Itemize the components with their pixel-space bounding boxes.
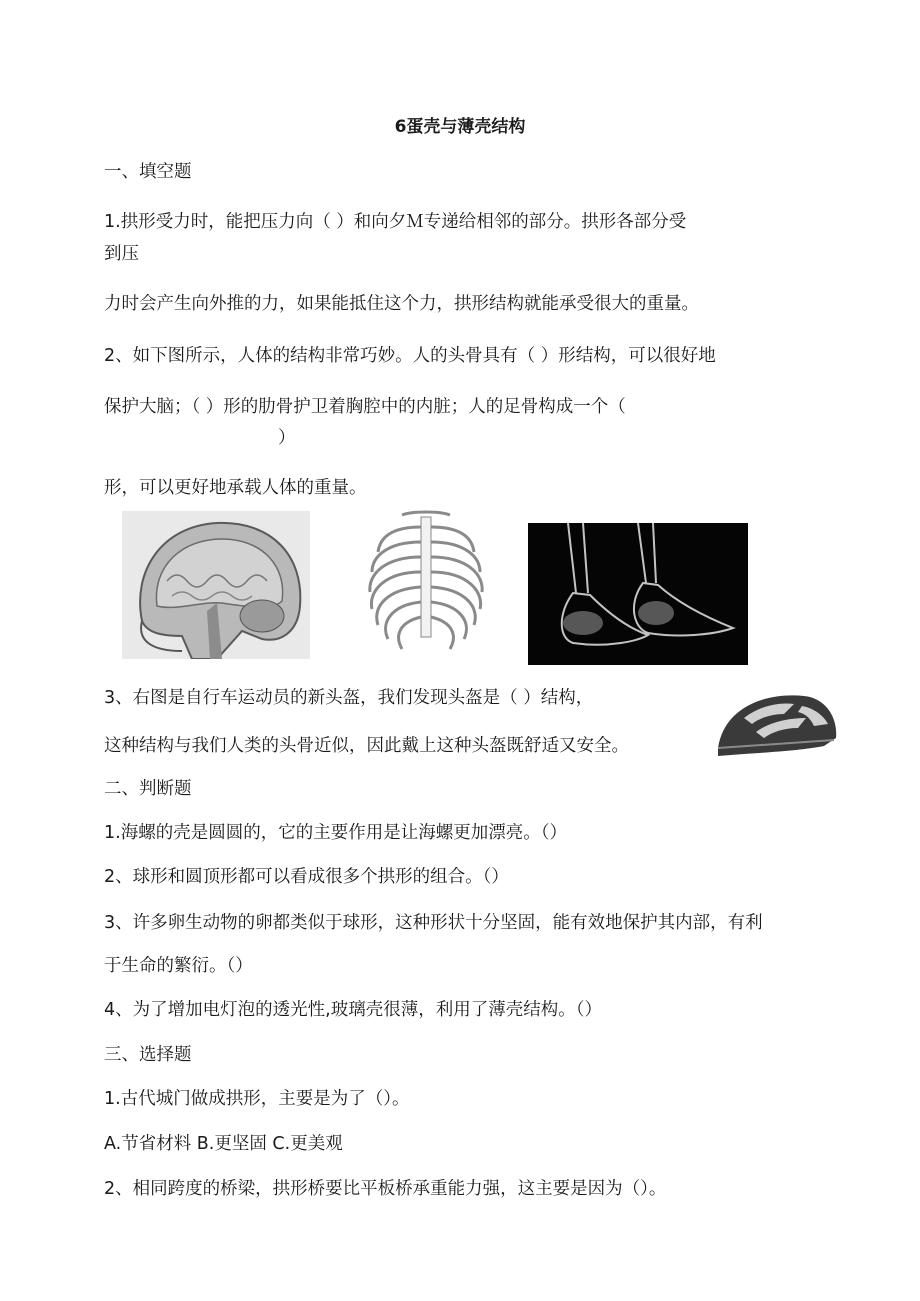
section-heading-multiple-choice: 三、选择题 (104, 1045, 192, 1065)
section-heading-fill-blank: 一、填空题 (104, 162, 192, 182)
question-line: 这种结构与我们人类的头骨近似，因此戴上这种头盔既舒适又安全。 (104, 736, 629, 756)
foot-xray-image (528, 523, 748, 665)
question-line: 形，可以更好地承载人体的重量。 (104, 478, 367, 498)
question-line: 2、球形和圆顶形都可以看成很多个拱形的组合。（） (104, 867, 509, 887)
question-line: 1.拱形受力时，能把压力向（ ）和向夕Ｍ专递给相邻的部分。拱形各部分受 (104, 212, 687, 232)
ribcage-image (362, 507, 490, 657)
question-line: 于生命的繁衍。（） (104, 956, 253, 976)
section-heading-true-false: 二、判断题 (104, 779, 192, 799)
question-line: 保护大脑；（ ）形的肋骨护卫着胸腔中的内脏；人的足骨构成一个（ (104, 397, 626, 417)
question-line: 1.古代城门做成拱形，主要是为了（）。 (104, 1089, 410, 1109)
question-line: 2、相同跨度的桥梁，拱形桥要比平板桥承重能力强，这主要是因为（）。 (104, 1179, 667, 1199)
question-line: 2、如下图所示，人体的结构非常巧妙。人的头骨具有（ ）形结构，可以很好地 (104, 346, 716, 366)
question-line: 1.海螺的壳是圆圆的，它的主要作用是让海螺更加漂亮。（） (104, 823, 567, 843)
question-line: 3、许多卵生动物的卵都类似于球形，这种形状十分坚固，能有效地保护其内部，有利 (104, 913, 763, 933)
question-line: 4、为了增加电灯泡的透光性,玻璃壳很薄，利用了薄壳结构。（） (104, 1000, 602, 1020)
question-line: 力时会产生向外推的力，如果能抵住这个力，拱形结构就能承受很大的重量。 (104, 294, 699, 314)
question-line: 到压 (104, 244, 139, 264)
helmet-image (714, 688, 838, 756)
question-line: ） (278, 428, 296, 448)
question-line: 3、右图是自行车运动员的新头盔，我们发现头盔是（ ）结构， (104, 688, 594, 708)
brain-image (122, 511, 310, 659)
page-title: 6蛋壳与薄壳结构 (394, 117, 526, 137)
question-line: A.节省材料 B.更坚固 C.更美观 (104, 1134, 343, 1154)
